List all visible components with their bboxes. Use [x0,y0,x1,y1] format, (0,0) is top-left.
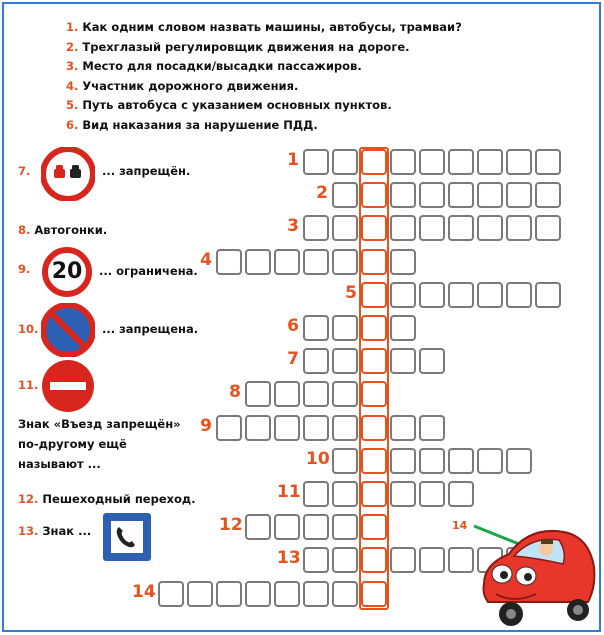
grid-row-label-11: 11 [277,482,301,502]
grid-cell[interactable] [390,348,416,374]
grid-cell[interactable] [274,514,300,540]
clue-13: 13. Знак ... [18,524,92,538]
grid-cell[interactable] [332,448,358,474]
key-cell[interactable] [361,182,387,208]
no-parking-sign-icon [41,303,95,357]
grid-row-label-14: 14 [132,581,156,602]
grid-cell[interactable] [274,249,300,275]
grid-row-label-3: 3 [287,216,299,237]
grid-cell[interactable] [477,215,503,241]
grid-cell[interactable] [448,149,474,175]
grid-cell[interactable] [332,182,358,208]
grid-row-label-10: 10 [306,448,330,469]
clue-10-text: ... запрещена. [102,322,199,336]
key-cell[interactable] [361,381,387,407]
question-1: 1. Как одним словом назвать машины, автобусы, трамваи? [66,20,462,34]
grid-cell[interactable] [216,581,242,607]
grid-cell[interactable] [303,315,329,341]
question-2: 2. Трехглазый регулировщик движения на дороге. [66,40,410,54]
key-cell[interactable] [361,282,387,308]
grid-cell[interactable] [448,182,474,208]
grid-row-label-12: 12 [219,515,243,536]
grid-cell[interactable] [390,415,416,441]
grid-cell[interactable] [332,315,358,341]
grid-cell[interactable] [535,182,561,208]
grid-cell[interactable] [303,149,329,175]
grid-row-label-13: 13 [277,548,301,569]
grid-cell[interactable] [390,481,416,507]
grid-cell[interactable] [303,547,329,573]
clue-11-number: 11. [18,378,39,392]
grid-cell[interactable] [245,381,271,407]
grid-cell[interactable] [303,381,329,407]
grid-cell[interactable] [419,149,445,175]
grid-cell[interactable] [419,547,445,573]
grid-cell[interactable] [332,581,358,607]
clue-9-text: ... ограничена. [99,264,198,278]
clue-11-line3: называют ... [18,457,101,471]
clue-11-line2: по-другому ещё [18,437,127,451]
question-4: 4. Участник дорожного движения. [66,79,299,93]
grid-cell[interactable] [390,149,416,175]
grid-cell[interactable] [245,249,271,275]
grid-cell[interactable] [419,348,445,374]
grid-cell[interactable] [506,448,532,474]
grid-cell[interactable] [303,215,329,241]
clue-11-line1: Знак «Въезд запрещён» [18,417,181,431]
grid-cell[interactable] [390,448,416,474]
grid-cell[interactable] [506,282,532,308]
grid-cell[interactable] [477,448,503,474]
grid-cell[interactable] [274,381,300,407]
key-cell[interactable] [361,249,387,275]
grid-cell[interactable] [419,415,445,441]
key-cell[interactable] [361,415,387,441]
grid-cell[interactable] [506,182,532,208]
grid-cell[interactable] [535,149,561,175]
grid-cell[interactable] [506,215,532,241]
grid-cell[interactable] [390,547,416,573]
key-cell[interactable] [361,215,387,241]
grid-cell[interactable] [390,282,416,308]
grid-row-label-9: 9 [200,415,212,436]
cartoon-car-icon [466,514,601,629]
key-cell[interactable] [361,514,387,540]
grid-cell[interactable] [274,581,300,607]
grid-cell[interactable] [448,215,474,241]
clue-12: 12. Пешеходный переход. [18,492,196,506]
grid-cell[interactable] [303,581,329,607]
grid-cell[interactable] [158,581,184,607]
grid-cell[interactable] [332,481,358,507]
grid-cell[interactable] [477,182,503,208]
key-cell[interactable] [361,448,387,474]
grid-cell[interactable] [332,381,358,407]
grid-cell[interactable] [419,282,445,308]
car-row-label: 14 [452,519,468,532]
grid-row-label-7: 7 [287,349,299,370]
key-cell[interactable] [361,149,387,175]
grid-cell[interactable] [419,182,445,208]
grid-row-label-8: 8 [229,382,241,403]
grid-cell[interactable] [535,215,561,241]
grid-cell[interactable] [419,215,445,241]
grid-row-label-4: 4 [200,249,212,270]
grid-cell[interactable] [448,448,474,474]
clue-10-number: 10. [18,322,39,336]
grid-cell[interactable] [390,315,416,341]
key-cell[interactable] [361,348,387,374]
grid-cell[interactable] [390,182,416,208]
telephone-sign-icon [102,512,152,562]
grid-cell[interactable] [332,348,358,374]
grid-cell[interactable] [448,481,474,507]
grid-cell[interactable] [332,249,358,275]
clue-7-number: 7. [18,164,31,178]
grid-cell[interactable] [332,514,358,540]
clue-7-text: ... запрещён. [102,164,191,178]
grid-cell[interactable] [390,249,416,275]
grid-cell[interactable] [477,282,503,308]
grid-cell[interactable] [216,249,242,275]
grid-row-label-1: 1 [287,150,299,170]
question-6: 6. Вид наказания за нарушение ПДД. [66,118,318,132]
speed-limit-sign-icon: 20 [42,247,92,297]
no-entry-sign-icon [41,359,95,413]
grid-cell[interactable] [245,415,271,441]
grid-row-label-5: 5 [345,282,357,303]
key-cell[interactable] [361,547,387,573]
clue-9-number: 9. [18,262,31,276]
grid-cell[interactable] [332,149,358,175]
grid-cell[interactable] [506,149,532,175]
key-cell[interactable] [361,315,387,341]
grid-cell[interactable] [477,149,503,175]
key-cell[interactable] [361,481,387,507]
grid-cell[interactable] [303,249,329,275]
grid-cell[interactable] [419,481,445,507]
grid-cell[interactable] [216,415,242,441]
grid-cell[interactable] [448,282,474,308]
grid-cell[interactable] [187,581,213,607]
grid-cell[interactable] [419,448,445,474]
grid-row-label-2: 2 [316,183,328,204]
grid-cell[interactable] [332,415,358,441]
grid-cell[interactable] [390,215,416,241]
grid-cell[interactable] [303,415,329,441]
no-overtaking-sign-icon [41,147,95,201]
grid-cell[interactable] [535,282,561,308]
grid-row-label-6: 6 [287,316,299,336]
grid-cell[interactable] [332,215,358,241]
puzzle-frame [2,2,601,632]
grid-cell[interactable] [245,514,271,540]
grid-cell[interactable] [245,581,271,607]
grid-cell[interactable] [303,348,329,374]
clue-8: 8. Автогонки. [18,223,108,237]
grid-cell[interactable] [274,415,300,441]
grid-cell[interactable] [332,547,358,573]
question-3: 3. Место для посадки/высадки пассажиров. [66,59,362,73]
grid-cell[interactable] [303,514,329,540]
question-5: 5. Путь автобуса с указанием основных пунктов. [66,98,392,112]
key-cell[interactable] [361,581,387,607]
grid-cell[interactable] [303,481,329,507]
